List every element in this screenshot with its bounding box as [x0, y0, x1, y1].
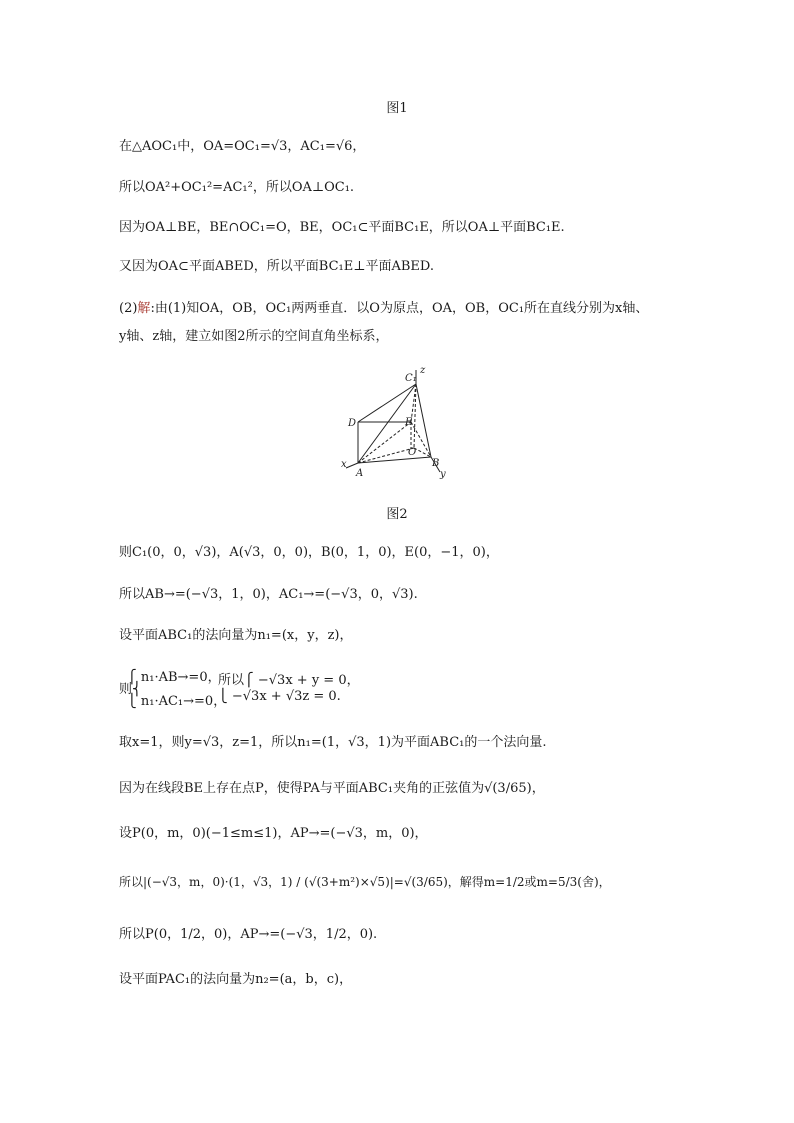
text-line-2: 所以OA²+OC₁²=AC₁²，所以OA⊥OC₁.	[119, 180, 355, 195]
text-line-15: 所以P(0，1/2，0)，AP→=(−√3，1/2，0).	[119, 927, 378, 942]
figure-2-diagram	[336, 362, 456, 482]
text-line-16: 设平面PAC₁的法向量为n₂=(a，b，c)，	[119, 972, 353, 987]
text-line-5	[119, 301, 648, 317]
label-z: z	[420, 365, 426, 376]
label-d: D	[348, 418, 357, 429]
label-x: x	[341, 459, 347, 470]
text-line-9: 设平面ABC₁的法向量为n₁=(x，y，z)，	[119, 628, 353, 643]
text-line-4: 又因为OA⊂平面ABED，所以平面BC₁E⊥平面ABED.	[119, 259, 434, 274]
system-left-brace: 则⎨	[119, 682, 142, 697]
figure-1-caption: 图1	[386, 101, 408, 116]
text-line-3: 因为OA⊥BE，BE∩OC₁=O，BE，OC₁⊂平面BC₁E，所以OA⊥平面BC₁E.	[119, 220, 565, 235]
text-line-7: 则C₁(0，0，√3)，A(√3，0，0)，B(0，1，0)，E(0，−1，0)，	[119, 545, 499, 560]
text-line-8: 所以AB→=(−√3，1，0)，AC₁→=(−√3，0，√3).	[119, 587, 418, 602]
text-line-12: 因为在线段BE上存在点P，使得PA与平面ABC₁夹角的正弦值为√(3/65)，	[119, 781, 545, 796]
label-e: E	[405, 417, 413, 428]
text-line-13: 设P(0，m，0)(−1≤m≤1)，AP→=(−√3，m，0)，	[119, 826, 428, 841]
system-right-bottom: ⎩ −√3x + √3z = 0.	[218, 689, 341, 704]
system-left-bottom: ⎩ n₁·AC₁→=0，	[127, 694, 227, 709]
text-line-14: 所以|(−√3，m，0)·(1，√3，1) / (√(3+m²)×√5)|=√(3/65)，解得m=1/2或m=5/3(舍)，	[119, 875, 611, 889]
label-a: A	[356, 468, 364, 479]
text-line-1: 在△AOC₁中，OA=OC₁=√3，AC₁=√6，	[119, 139, 366, 154]
label-y: y	[440, 469, 446, 480]
label-o: O	[408, 447, 417, 458]
label-b: B	[432, 458, 440, 469]
figure-2-caption: 图2	[386, 507, 408, 522]
label-c1: C₁	[405, 373, 417, 384]
text-line-6: y轴、z轴，建立如图2所示的空间直角坐标系，	[119, 329, 389, 344]
solution-label: 解	[137, 301, 151, 316]
system-right-top: 所以⎧ −√3x + y = 0，	[218, 673, 360, 688]
part-number: (2)	[119, 301, 138, 316]
system-left-top: ⎧ n₁·AB→=0，	[127, 670, 221, 685]
text-line-11: 取x=1，则y=√3，z=1，所以n₁=(1，√3，1)为平面ABC₁的一个法向量.	[119, 735, 547, 750]
solution-text: :由(1)知OA，OB，OC₁两两垂直．以O为原点，OA，OB，OC₁所在直线分别为x轴、	[150, 301, 649, 316]
